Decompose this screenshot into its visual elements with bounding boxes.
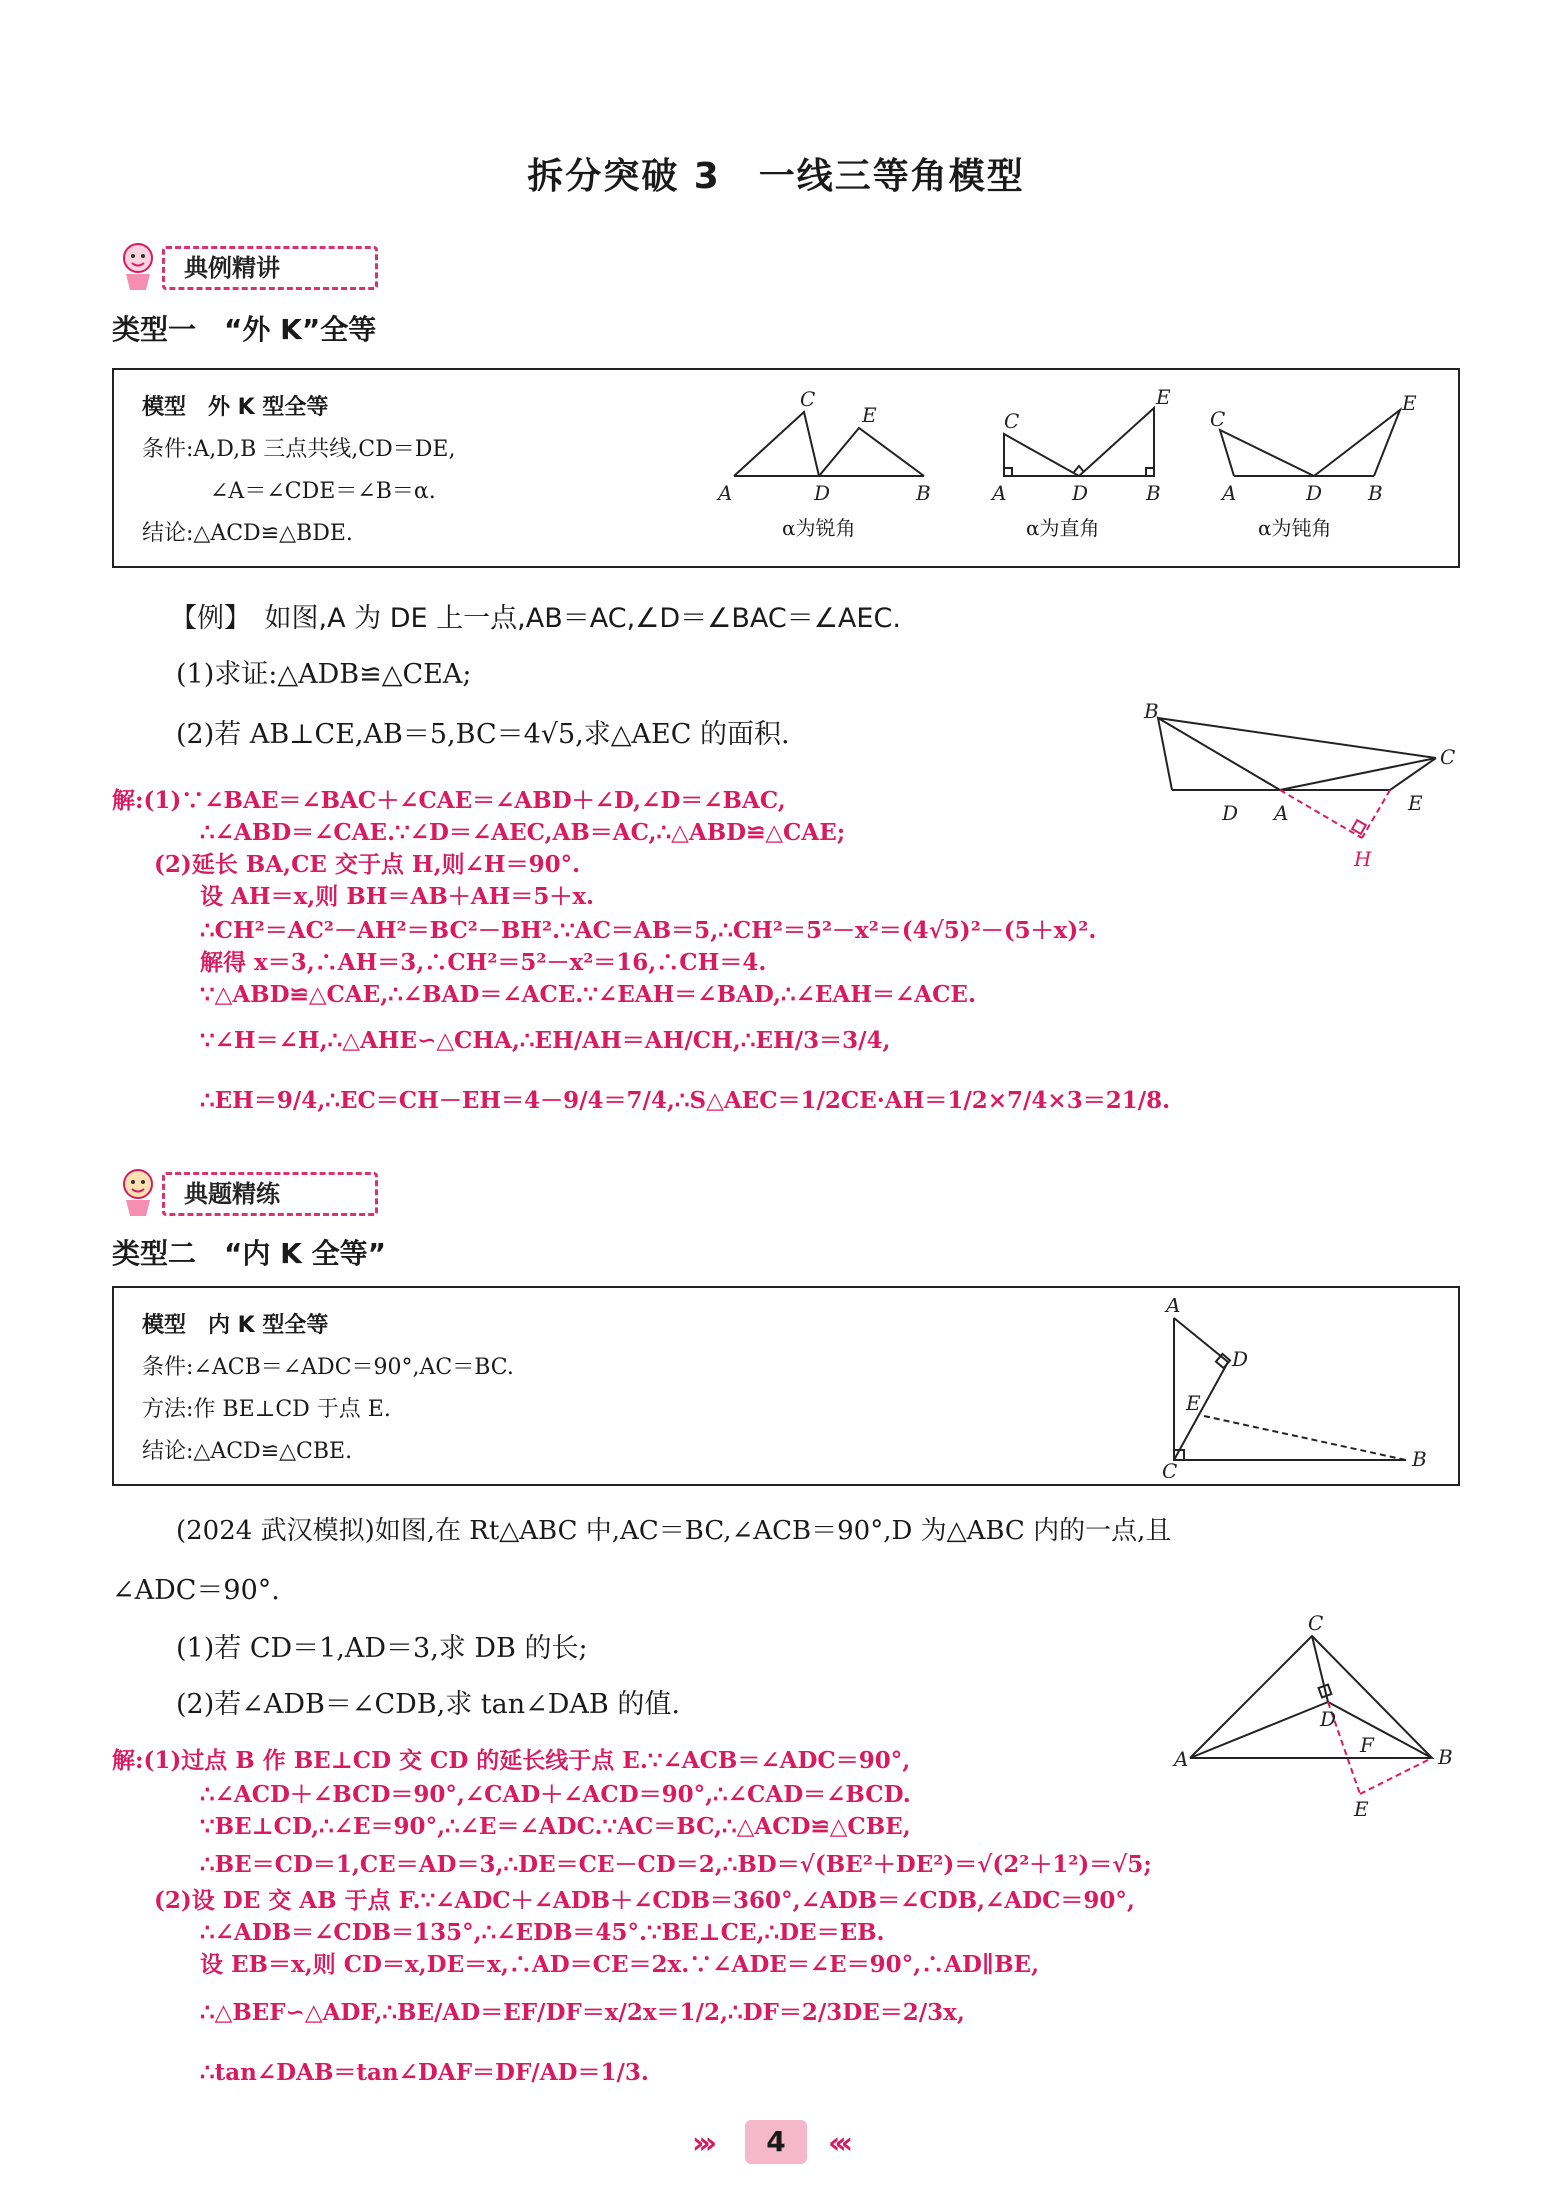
problem-stem-2: ∠ADC＝90°. — [112, 1575, 280, 1606]
svg-text:A: A — [1274, 801, 1289, 825]
svg-text:H: H — [1354, 847, 1372, 871]
solution1-line-3: (2)延长 BA,CE 交于点 H,则∠H＝90°. — [154, 851, 581, 878]
solution2-line-2: ∴∠ACD＋∠BCD＝90°,∠CAD＋∠ACD＝90°,∴∠CAD＝∠BCD. — [200, 1781, 911, 1808]
svg-text:A: A — [992, 481, 1007, 505]
solution2-line-1: 解:(1)过点 B 作 BE⊥CD 交 CD 的延长线于点 E.∵∠ACB＝∠ADC＝90°, — [112, 1747, 911, 1774]
example-figure — [1140, 698, 1460, 886]
svg-text:C: C — [1440, 745, 1456, 769]
type-heading-2: 类型二 “内 K 全等” — [112, 1237, 386, 1270]
solution1-line-5: ∴CH²＝AC²－AH²＝BC²－BH².∵AC＝AB＝5,∴CH²＝5²－x²＝(4√5)²－(5＋x)². — [200, 917, 1097, 944]
svg-text:D: D — [1072, 481, 1089, 505]
svg-text:E: E — [1156, 385, 1171, 409]
solution1-line-2: ∴∠ABD＝∠CAE.∵∠D＝∠AEC,AB＝AC,∴△ABD≌△CAE; — [200, 819, 846, 846]
svg-text:A: A — [1222, 481, 1237, 505]
banner-label: 典例精讲 — [184, 254, 280, 282]
figure-acute — [734, 412, 924, 476]
svg-text:F: F — [1360, 1733, 1374, 1757]
svg-text:A: A — [1166, 1298, 1181, 1317]
solution2-line-6: ∴∠ADB＝∠CDB＝135°,∴∠EDB＝45°.∵BE⊥CE,∴DE＝EB. — [200, 1919, 885, 1946]
problem-figure — [1160, 1610, 1460, 1820]
model-condition: 条件:∠ACB＝∠ADC＝90°,AC＝BC. — [142, 1355, 514, 1380]
svg-text:C: C — [1004, 409, 1020, 433]
mascot-icon — [112, 238, 164, 292]
page-title: 拆分突破 3 一线三等角模型 — [527, 156, 1025, 197]
svg-text:D: D — [1306, 481, 1323, 505]
figure-right — [1004, 408, 1154, 476]
solution1-line-7: ∵△ABD≌△CAE,∴∠BAD＝∠ACE.∵∠EAH＝∠BAD,∴∠EAH＝∠ACE. — [200, 981, 976, 1008]
svg-text:D: D — [1232, 1347, 1249, 1371]
chevron-left-decor-icon: ‹‹‹ — [828, 2126, 848, 2161]
svg-text:B: B — [1368, 481, 1383, 505]
svg-text:C: C — [1210, 407, 1226, 431]
section-banner-practice — [112, 1164, 392, 1218]
solution1-line-1: 解:(1)∵∠BAE＝∠BAC＋∠CAE＝∠ABD＋∠D,∠D＝∠BAC, — [112, 787, 786, 814]
problem-stem-1: (2024 武汉模拟)如图,在 Rt△ABC 中,AC＝BC,∠ACB＝90°,D 为△ABC 内的一点,且 — [176, 1516, 1172, 1546]
svg-text:C: C — [800, 387, 816, 411]
figure-obtuse — [1220, 410, 1400, 476]
svg-text:B: B — [1412, 1447, 1427, 1471]
svg-text:E: E — [1402, 391, 1417, 415]
svg-text:E: E — [1354, 1797, 1369, 1820]
svg-text:E: E — [862, 403, 877, 427]
model-name: 模型 外 K 型全等 — [142, 395, 329, 420]
svg-text:C: C — [1308, 1611, 1324, 1635]
solution1-line-8: ∵∠H＝∠H,∴△AHE∽△CHA,∴EH/AH＝AH/CH,∴EH/3＝3/4, — [200, 1027, 891, 1054]
mascot-icon — [112, 1164, 164, 1218]
solution2-line-9: ∴tan∠DAB＝tan∠DAF＝DF/AD＝1/3. — [200, 2059, 649, 2086]
svg-text:C: C — [1162, 1459, 1178, 1478]
svg-text:D: D — [1320, 1707, 1337, 1731]
svg-text:D: D — [1222, 801, 1239, 825]
svg-text:E: E — [1408, 791, 1423, 815]
svg-text:D: D — [814, 481, 831, 505]
caption-acute: α为锐角 — [782, 516, 856, 540]
type-heading-1: 类型一 “外 K”全等 — [112, 313, 377, 346]
solution2-line-8: ∴△BEF∽△ADF,∴BE/AD＝EF/DF＝x/2x＝1/2,∴DF＝2/3DE＝2/3x, — [200, 1999, 965, 2026]
banner-label: 典题精练 — [184, 1180, 280, 1208]
solution2-line-5: (2)设 DE 交 AB 于点 F.∵∠ADC＋∠ADB＋∠CDB＝360°,∠ADB＝∠CDB,∠ADC＝90°, — [154, 1887, 1135, 1914]
model-box-outer-k — [112, 368, 1460, 568]
model-conclusion: 结论:△ACD≌△BDE. — [142, 521, 353, 546]
problem-q2: (2)若∠ADB＝∠CDB,求 tan∠DAB 的值. — [176, 1689, 680, 1720]
example-q2: (2)若 AB⊥CE,AB＝5,BC＝4√5,求△AEC 的面积. — [176, 719, 790, 750]
solution1-line-4: 设 AH＝x,则 BH＝AB＋AH＝5＋x. — [200, 883, 595, 910]
solution2-line-7: 设 EB＝x,则 CD＝x,DE＝x,∴AD＝CE＝2x.∵∠ADE＝∠E＝90°,∴AD∥BE, — [200, 1951, 1040, 1978]
model-condition: 条件:A,D,B 三点共线,CD＝DE, — [142, 437, 456, 462]
solution2-line-4: ∴BE＝CD＝1,CE＝AD＝3,∴DE＝CE－CD＝2,∴BD＝√(BE²＋DE²)＝√(2²＋1²)＝√5; — [200, 1851, 1152, 1878]
solution1-line-9: ∴EH＝9/4,∴EC＝CH－EH＝4－9/4＝7/4,∴S△AEC＝1/2CE·AH＝1/2×7/4×3＝21/8. — [200, 1087, 1171, 1114]
solution1-line-6: 解得 x＝3,∴AH＝3,∴CH²＝5²－x²＝16,∴CH＝4. — [200, 949, 767, 976]
problem-q1: (1)若 CD＝1,AD＝3,求 DB 的长; — [176, 1633, 588, 1664]
example-stem: 【例】 如图,A 为 DE 上一点,AB＝AC,∠D＝∠BAC＝∠AEC. — [170, 603, 901, 634]
model-condition-2: ∠A＝∠CDE＝∠B＝α. — [210, 479, 436, 504]
svg-text:A: A — [1174, 1747, 1189, 1771]
model-method: 方法:作 BE⊥CD 于点 E. — [142, 1397, 391, 1422]
inner-k-figure — [1144, 1298, 1444, 1478]
model-conclusion: 结论:△ACD≌△CBE. — [142, 1439, 353, 1464]
page-number: 4 — [745, 2120, 807, 2164]
model-name: 模型 内 K 型全等 — [142, 1313, 329, 1338]
svg-text:B: B — [1146, 481, 1161, 505]
svg-text:B: B — [1144, 699, 1159, 723]
svg-text:E: E — [1186, 1391, 1201, 1415]
svg-text:A: A — [718, 481, 733, 505]
section-banner-examples — [112, 238, 392, 292]
caption-right: α为直角 — [1026, 516, 1100, 540]
model-box-inner-k — [112, 1286, 1460, 1486]
svg-text:B: B — [916, 481, 931, 505]
chevron-right-decor-icon: ››› — [692, 2126, 712, 2161]
svg-text:B: B — [1438, 1745, 1453, 1769]
example-q1: (1)求证:△ADB≌△CEA; — [176, 659, 472, 690]
solution2-line-3: ∵BE⊥CD,∴∠E＝90°,∴∠E＝∠ADC.∵AC＝BC,∴△ACD≌△CBE, — [200, 1813, 911, 1840]
caption-obtuse: α为钝角 — [1258, 516, 1332, 540]
